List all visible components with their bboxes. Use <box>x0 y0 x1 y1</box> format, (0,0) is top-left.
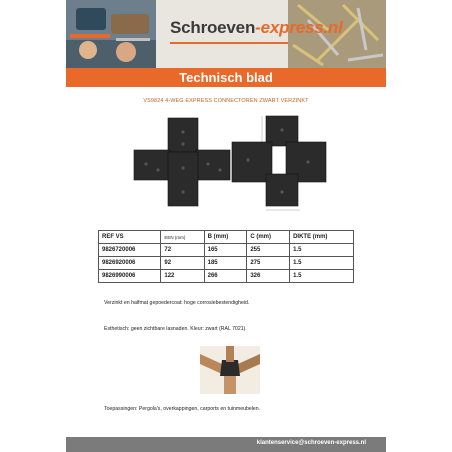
cell-b: 185 <box>204 257 247 270</box>
header-banner <box>66 0 386 68</box>
applications-text: Toepassingen: Pergola's, overkappingen, carports en tuinmeubelen. <box>104 406 261 412</box>
cell-b: 165 <box>204 244 247 257</box>
col-thickness: DIKTE (mm) <box>290 231 354 244</box>
technical-sheet-page <box>66 0 386 452</box>
esthetics-text: Esthetisch: geen zichtbare lasnaden. Kleur: zwart (RAL 7021). <box>104 326 247 332</box>
brand-logo <box>170 18 343 38</box>
cell-ref: 9826990006 <box>99 270 161 283</box>
col-c: C (mm) <box>247 231 290 244</box>
connector-front-image <box>132 112 232 212</box>
cell-c: 275 <box>247 257 290 270</box>
cell-a: 72 <box>161 244 204 257</box>
connector-side-image <box>230 112 328 214</box>
finish-text: Verzinkt en halfmat gepoedercoat: hoge corrosiebestendigheid. <box>104 300 250 306</box>
pergola-connector-image <box>200 346 260 394</box>
product-title: VS9824 4-WEG EXPRESS CONNECTOREN ZWART VERZINKT <box>143 98 309 104</box>
footer-bar <box>66 437 386 452</box>
table-row <box>99 270 354 283</box>
cell-ref: 9826920006 <box>99 257 161 270</box>
specifications-table <box>98 230 354 283</box>
cell-ref: 9826720006 <box>99 244 161 257</box>
table-row <box>99 257 354 270</box>
cell-thickness: 1.5 <box>290 270 354 283</box>
cell-a: 122 <box>161 270 204 283</box>
cell-a: 92 <box>161 257 204 270</box>
cell-b: 266 <box>204 270 247 283</box>
brand-underline <box>170 42 288 44</box>
cell-thickness: 1.5 <box>290 244 354 257</box>
contact-email-link[interactable]: klantenservice@schroeven-express.nl <box>256 440 366 446</box>
table-row <box>99 244 354 257</box>
col-a: EEN (mm) <box>161 231 204 244</box>
document-title: Technisch blad <box>66 68 386 87</box>
cell-c: 255 <box>247 244 290 257</box>
brand-main: Schroeven <box>170 18 256 37</box>
col-b: B (mm) <box>204 231 247 244</box>
col-ref: REF VS <box>99 231 161 244</box>
tools-photo <box>66 0 156 68</box>
table-header-row <box>99 231 354 244</box>
brand-accent: -express.nl <box>255 18 343 37</box>
cell-c: 326 <box>247 270 290 283</box>
cell-thickness: 1.5 <box>290 257 354 270</box>
